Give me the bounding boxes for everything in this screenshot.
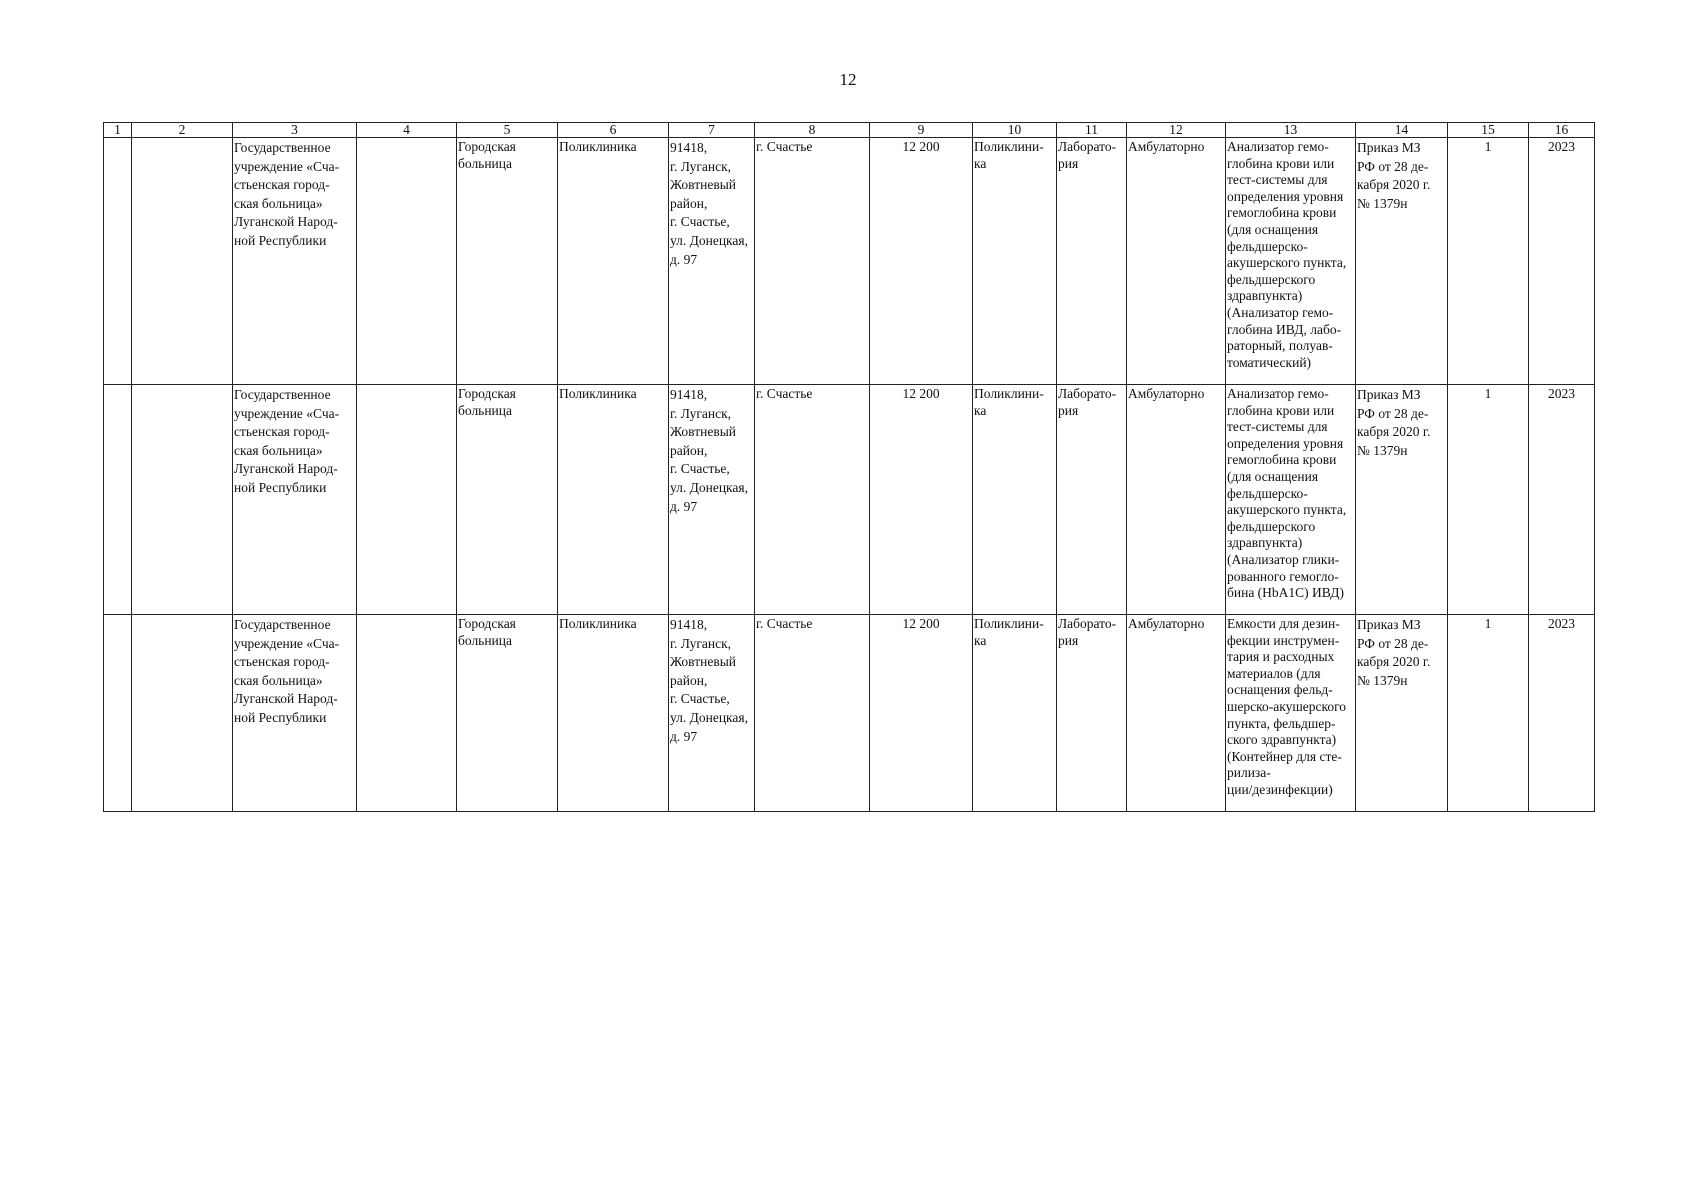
column-header: 4 — [357, 123, 457, 138]
column-header: 9 — [870, 123, 973, 138]
column-header: 13 — [1226, 123, 1356, 138]
column-header: 3 — [233, 123, 357, 138]
cell-facility-type: Городская больница — [457, 385, 558, 615]
cell-subunit: Лаборато- рия — [1057, 385, 1127, 615]
cell-unit: Поликлини- ка — [973, 615, 1057, 812]
cell-department: Поликлиника — [558, 138, 669, 385]
column-header: 1 — [104, 123, 132, 138]
cell-population: 12 200 — [870, 138, 973, 385]
cell-number — [104, 615, 132, 812]
cell-address: 91418, г. Луганск, Жовтневый район, г. Счастье, ул. Донецкая, д. 97 — [669, 385, 755, 615]
column-header: 6 — [558, 123, 669, 138]
column-header: 2 — [132, 123, 233, 138]
column-header: 10 — [973, 123, 1057, 138]
cell-year: 2023 — [1529, 138, 1595, 385]
cell-organization: Государственное учреждение «Сча- стьенская город- ская больница» Луганской Народ- ной Республики — [233, 615, 357, 812]
cell-equipment: Анализатор гемо- глобина крови или тест-системы для определения уровня гемоглобина крови (для оснащения фельдшерско- акушерского пункта, фельдшерского здравпункта) (Анализатор гемо- глобина ИВД, лабо- раторный, полуав- томатический) — [1226, 138, 1356, 385]
cell-subunit: Лаборато- рия — [1057, 138, 1127, 385]
cell-col2 — [132, 138, 233, 385]
column-header: 14 — [1356, 123, 1448, 138]
cell-number — [104, 385, 132, 615]
cell-locality: г. Счастье — [755, 615, 870, 812]
cell-care-mode: Амбулаторно — [1127, 615, 1226, 812]
cell-year: 2023 — [1529, 615, 1595, 812]
cell-facility-type: Городская больница — [457, 615, 558, 812]
column-header: 15 — [1448, 123, 1529, 138]
cell-care-mode: Амбулаторно — [1127, 385, 1226, 615]
column-header: 11 — [1057, 123, 1127, 138]
cell-facility-type: Городская больница — [457, 138, 558, 385]
column-header: 8 — [755, 123, 870, 138]
cell-subunit: Лаборато- рия — [1057, 615, 1127, 812]
column-header: 7 — [669, 123, 755, 138]
cell-quantity: 1 — [1448, 385, 1529, 615]
column-header: 5 — [457, 123, 558, 138]
cell-number — [104, 138, 132, 385]
cell-population: 12 200 — [870, 615, 973, 812]
cell-year: 2023 — [1529, 385, 1595, 615]
cell-organization: Государственное учреждение «Сча- стьенская город- ская больница» Луганской Народ- ной Республики — [233, 138, 357, 385]
cell-care-mode: Амбулаторно — [1127, 138, 1226, 385]
page-number: 12 — [839, 70, 857, 89]
cell-equipment: Анализатор гемо- глобина крови или тест-системы для определения уровня гемоглобина крови (для оснащения фельдшерско- акушерского пункта, фельдшерского здравпункта) (Анализатор глики- рованного гемогло- бина (HbA1C) ИВД) — [1226, 385, 1356, 615]
cell-address: 91418, г. Луганск, Жовтневый район, г. Счастье, ул. Донецкая, д. 97 — [669, 138, 755, 385]
column-header: 12 — [1127, 123, 1226, 138]
cell-equipment: Емкости для дезин- фекции инструмен- тария и расходных материалов (для оснащения фельд- шерско-акушерского пункта, фельдшер- ского здравпункта) (Контейнер для сте- рилиза- ции/дезинфекции) — [1226, 615, 1356, 812]
table-row — [104, 385, 1595, 615]
document-table — [103, 122, 1595, 812]
cell-organization: Государственное учреждение «Сча- стьенская город- ская больница» Луганской Народ- ной Республики — [233, 385, 357, 615]
cell-quantity: 1 — [1448, 615, 1529, 812]
cell-unit: Поликлини- ка — [973, 385, 1057, 615]
column-header: 16 — [1529, 123, 1595, 138]
cell-address: 91418, г. Луганск, Жовтневый район, г. Счастье, ул. Донецкая, д. 97 — [669, 615, 755, 812]
cell-col4 — [357, 615, 457, 812]
cell-department: Поликлиника — [558, 615, 669, 812]
cell-population: 12 200 — [870, 385, 973, 615]
cell-unit: Поликлини- ка — [973, 138, 1057, 385]
column-number-row — [104, 123, 1595, 138]
cell-col2 — [132, 385, 233, 615]
cell-col4 — [357, 138, 457, 385]
cell-col4 — [357, 385, 457, 615]
table-row — [104, 615, 1595, 812]
cell-department: Поликлиника — [558, 385, 669, 615]
cell-col2 — [132, 615, 233, 812]
cell-locality: г. Счастье — [755, 138, 870, 385]
cell-order: Приказ МЗ РФ от 28 де- кабря 2020 г. № 1379н — [1356, 615, 1448, 812]
cell-locality: г. Счастье — [755, 385, 870, 615]
cell-quantity: 1 — [1448, 138, 1529, 385]
cell-order: Приказ МЗ РФ от 28 де- кабря 2020 г. № 1379н — [1356, 385, 1448, 615]
cell-order: Приказ МЗ РФ от 28 де- кабря 2020 г. № 1379н — [1356, 138, 1448, 385]
table-row — [104, 138, 1595, 385]
